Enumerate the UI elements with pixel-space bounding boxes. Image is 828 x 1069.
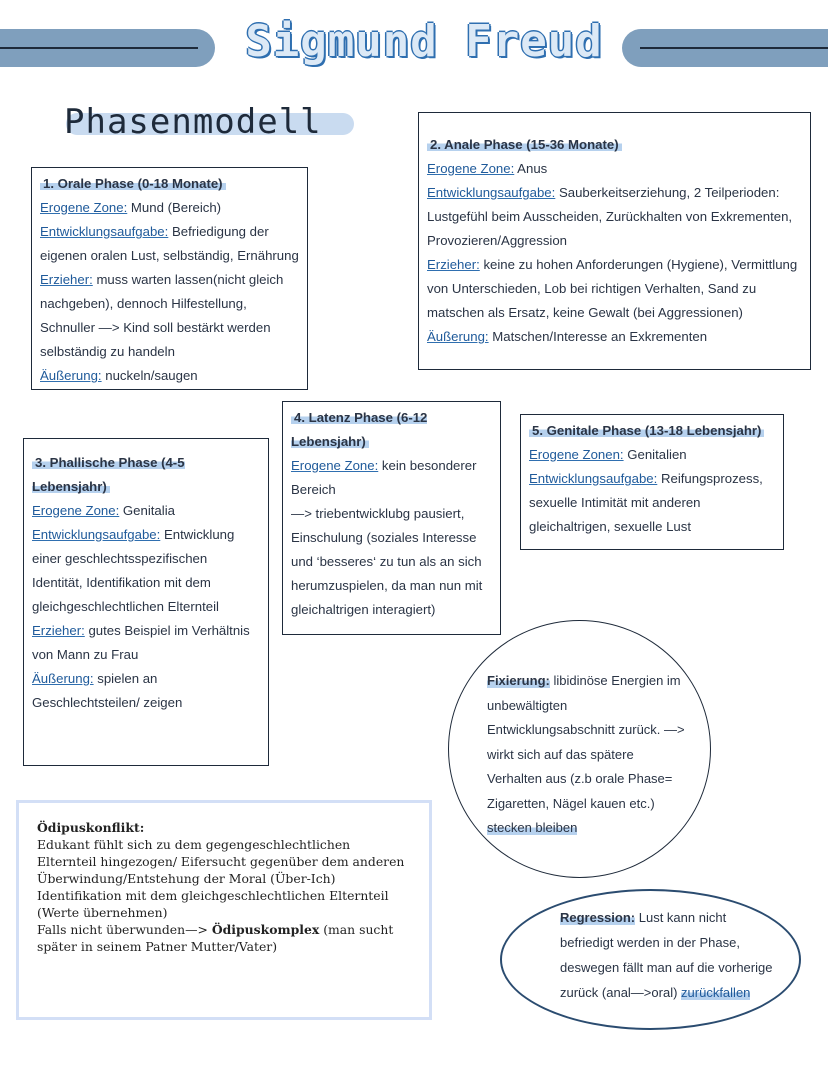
oedipus-line-4c: (man sucht später in seinem Patner Mutter/Vater) bbox=[37, 922, 394, 954]
fixierung-label: Fixierung: bbox=[487, 673, 550, 688]
latenz-zone-label: Erogene Zone: bbox=[291, 458, 379, 473]
oedipus-line-2: Überwindung/Entstehung der Moral (Über-Ich) bbox=[37, 871, 336, 886]
genital-phase-box bbox=[520, 414, 784, 550]
regression-label: Regression: bbox=[560, 910, 636, 925]
phallic-phase-box bbox=[23, 438, 269, 766]
anal-heading: 2. Anale Phase (15-36 Monate) bbox=[427, 137, 622, 152]
latenz-zone-text: kein besonderer Bereich bbox=[291, 458, 477, 497]
anal-expr-text: Matschen/Interesse an Exkrementen bbox=[488, 329, 708, 344]
oedipus-line-3: Identifikation mit dem gleichgeschlechtlichen Elternteil (Werte übernehmen) bbox=[37, 888, 389, 920]
oedipus-line-4a: Falls nicht überwunden—> bbox=[37, 922, 212, 937]
page-subtitle: Phasenmodell bbox=[64, 102, 322, 142]
oedipus-line-4 bbox=[37, 921, 411, 955]
anal-expr-label: Äußerung: bbox=[427, 329, 489, 344]
genital-zone-text: Genitalien bbox=[623, 447, 687, 462]
regression-text: Lust kann nicht befriedigt werden in der Phase, deswegen fällt man auf die vorherige zurück (anal—>oral) bbox=[560, 910, 773, 1000]
oral-task-label: Entwicklungsaufgabe: bbox=[40, 224, 169, 239]
phallic-expr-label: Äußerung: bbox=[32, 671, 94, 686]
phallic-zone-text: Genitalia bbox=[119, 503, 175, 518]
genital-task-text: Reifungsprozess, sexuelle Intimität mit anderen gleichaltrigen, sexuelle Lust bbox=[529, 471, 763, 534]
regression-ellipse bbox=[500, 889, 801, 1030]
latenz-phase-box bbox=[282, 401, 501, 635]
phallic-edu-text: gutes Beispiel im Verhältnis von Mann zu Frau bbox=[32, 623, 250, 662]
anal-zone-label: Erogene Zone: bbox=[427, 161, 515, 176]
oral-expr-label: Äußerung: bbox=[40, 368, 102, 383]
oral-expr-text: nuckeln/saugen bbox=[101, 368, 198, 383]
anal-edu-text: keine zu hohen Anforderungen (Hygiene), Vermittlung von Unterschieden, Lob bei richtigen Verhalten, Sand zu matschen als Ersatz, keine Gewalt (bei Aggressionen) bbox=[427, 257, 798, 320]
oedipus-heading: Ödipuskonflikt: bbox=[37, 820, 145, 835]
anal-task-text: Sauberkeitserziehung, 2 Teilperioden: Lustgefühl beim Ausscheiden, Zurückhalten von Exkrementen, Provozieren/Aggression bbox=[427, 185, 793, 248]
anal-edu-label: Erzieher: bbox=[427, 257, 480, 272]
phallic-task-label: Entwicklungsaufgabe: bbox=[32, 527, 161, 542]
genital-heading: 5. Genitale Phase (13-18 Lebensjahr) bbox=[529, 423, 764, 438]
oral-edu-text: muss warten lassen(nicht gleich nachgeben), dennoch Hilfestellung, Schnuller —> Kind soll bestärkt werden selbständig zu handeln bbox=[40, 272, 284, 359]
anal-task-label: Entwicklungsaufgabe: bbox=[427, 185, 556, 200]
oral-zone-label: Erogene Zone: bbox=[40, 200, 128, 215]
anal-zone-text: Anus bbox=[514, 161, 548, 176]
latenz-text: —> triebentwicklubg pausiert, Einschulung (soziales Interesse und ‘besseres‘ zu tun als an sich herumzuspielen, da man nun mit gleichaltrigen interagiert) bbox=[291, 506, 483, 617]
oedipus-complex-term: Ödipuskomplex bbox=[211, 922, 320, 937]
phallic-task-text: Entwicklung einer geschlechtsspezifischen Identität, Identifikation mit dem gleichgeschlechtlichen Elternteil bbox=[32, 527, 235, 614]
phallic-edu-label: Erzieher: bbox=[32, 623, 85, 638]
fixierung-text: libidinöse Energien im unbewältigten Entwicklungsabschnitt zurück. —> wirkt sich auf das spätere Verhalten aus (z.b orale Phase= Zigaretten, Nägel kauen etc.) bbox=[487, 673, 685, 811]
phallic-heading: 3. Phallische Phase (4-5 Lebensjahr) bbox=[32, 455, 185, 494]
phallic-expr-text: spielen an Geschlechtsteilen/ zeigen bbox=[32, 671, 183, 710]
oral-task-text: Befriedigung der eigenen oralen Lust, selbständig, Ernährung bbox=[40, 224, 299, 263]
regression-highlight: zurückfallen bbox=[681, 985, 751, 1000]
page-title: Sigmund Freud bbox=[245, 16, 603, 67]
genital-task-label: Entwicklungsaufgabe: bbox=[529, 471, 658, 486]
oral-phase-box bbox=[31, 167, 308, 390]
fixierung-circle bbox=[448, 620, 711, 878]
anal-phase-box bbox=[418, 112, 811, 370]
header-line-left bbox=[0, 47, 198, 49]
oral-heading: 1. Orale Phase (0-18 Monate) bbox=[40, 176, 226, 191]
fixierung-highlight: stecken bleiben bbox=[487, 820, 578, 835]
oedipus-line-1: Edukant fühlt sich zu dem gegengeschlechtlichen Elternteil hingezogen/ Eifersucht gegenüber dem anderen bbox=[37, 837, 405, 869]
oedipus-box bbox=[16, 800, 432, 1020]
oral-edu-label: Erzieher: bbox=[40, 272, 93, 287]
latenz-heading: 4. Latenz Phase (6-12 Lebensjahr) bbox=[291, 410, 428, 449]
genital-zone-label: Erogene Zonen: bbox=[529, 447, 624, 462]
header-line-right bbox=[640, 47, 828, 49]
phallic-zone-label: Erogene Zone: bbox=[32, 503, 120, 518]
oral-zone-text: Mund (Bereich) bbox=[127, 200, 222, 215]
